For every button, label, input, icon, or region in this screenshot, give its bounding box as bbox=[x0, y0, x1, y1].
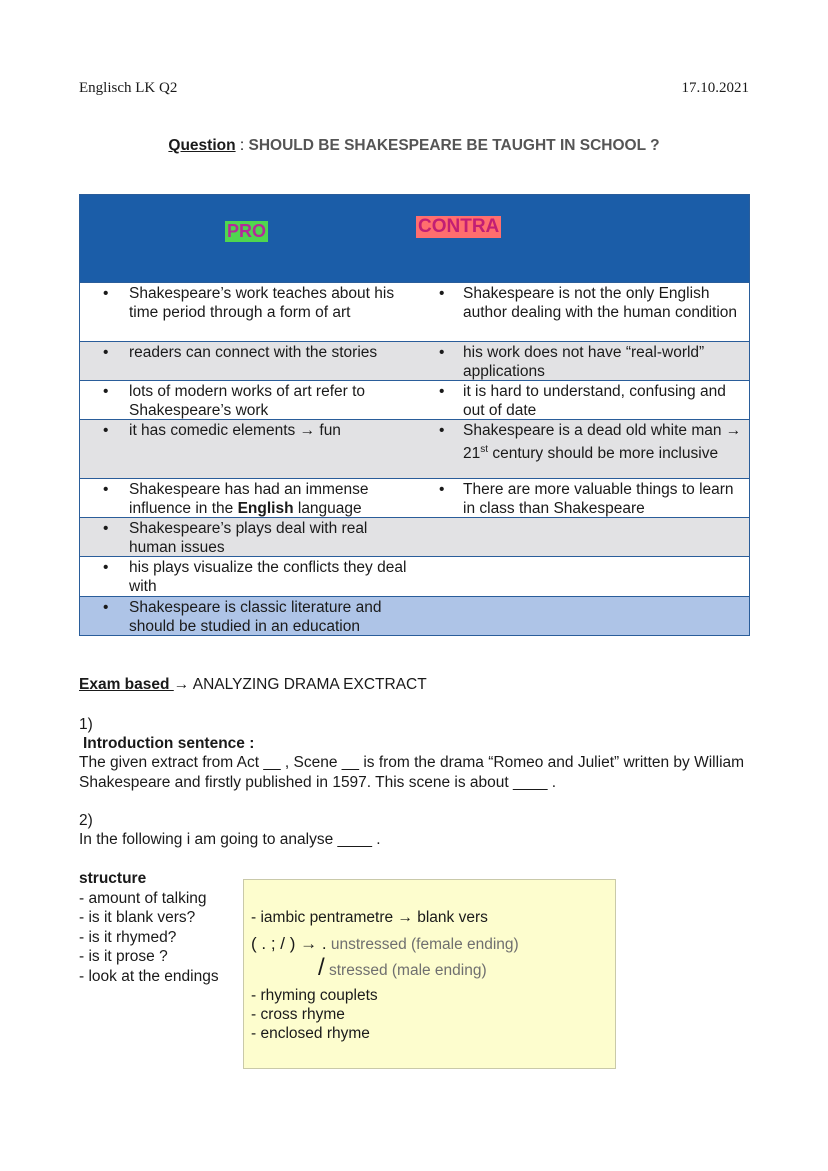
bullet: • bbox=[103, 520, 109, 537]
verse-note-box bbox=[243, 879, 616, 1069]
list-item: - is it rhymed? bbox=[79, 928, 177, 946]
question-heading bbox=[0, 137, 828, 155]
pro-cell bbox=[80, 518, 414, 556]
table-header-row bbox=[80, 195, 749, 282]
contra-text: his work does not have “real-world” applications bbox=[463, 344, 705, 380]
table-row bbox=[80, 341, 749, 380]
bullet: • bbox=[103, 481, 109, 498]
stress-slash: / bbox=[318, 954, 325, 981]
bullet: • bbox=[439, 344, 445, 361]
course-label: Englisch LK Q2 bbox=[79, 80, 178, 96]
contra-text: Shakespeare is not the only English author dealing with the human condition bbox=[463, 285, 738, 321]
exam-heading bbox=[79, 676, 427, 694]
contra-cell bbox=[414, 381, 749, 419]
pro-text: lots of modern works of art refer to Shakespeare’s work bbox=[129, 383, 366, 419]
list-item: - is it prose ? bbox=[79, 948, 168, 965]
structure-list bbox=[79, 869, 249, 986]
table-row bbox=[80, 380, 749, 419]
bullet: • bbox=[439, 383, 445, 400]
question-text: SHOULD BE SHAKESPEARE BE TAUGHT IN SCHOOL ? bbox=[248, 137, 660, 154]
pro-text-bold: English bbox=[237, 500, 294, 517]
stressed-label: stressed (male ending) bbox=[328, 962, 487, 979]
list-item: - is it blank vers? bbox=[79, 909, 196, 926]
section-number: 2) bbox=[79, 812, 93, 829]
list-item: - look at the endings bbox=[79, 967, 219, 985]
date-label: 17.10.2021 bbox=[681, 80, 749, 96]
contra-text-part: century should be more inclusive bbox=[488, 445, 719, 463]
pro-text: Shakespeare’s plays deal with real human issues bbox=[129, 520, 368, 556]
analysis-sentence: In the following i am going to analyse ____ . bbox=[79, 831, 381, 848]
pro-contra-table bbox=[79, 194, 750, 636]
contra-text: There are more valuable things to learn in class than Shakespeare bbox=[463, 481, 734, 517]
contra-cell bbox=[414, 597, 749, 635]
structure-title: structure bbox=[79, 870, 147, 887]
pro-text-part: Shakespeare has had an immense influence in the bbox=[129, 481, 369, 517]
table-row bbox=[80, 282, 749, 341]
bullet: • bbox=[439, 285, 445, 302]
pro-text: Shakespeare’s work teaches about his time period through a form of art bbox=[129, 285, 395, 321]
table-row bbox=[80, 517, 749, 556]
table-row bbox=[80, 419, 749, 478]
list-item: - amount of talking bbox=[79, 889, 207, 907]
bullet: • bbox=[103, 599, 109, 616]
contra-cell bbox=[414, 557, 749, 596]
note-line: - enclosed rhyme bbox=[251, 1025, 370, 1042]
bullet: • bbox=[103, 383, 109, 400]
table-row bbox=[80, 556, 749, 596]
exam-topic: → ANALYZING DRAMA EXCTRACT bbox=[173, 676, 427, 693]
table-row bbox=[80, 478, 749, 517]
pro-cell bbox=[80, 597, 414, 635]
pro-cell bbox=[80, 557, 414, 596]
bullet: • bbox=[439, 481, 445, 498]
contra-text bbox=[463, 421, 749, 463]
ordinal-suffix: st bbox=[480, 444, 489, 455]
contra-label: CONTRA bbox=[418, 216, 500, 237]
exam-label: Exam based bbox=[79, 676, 174, 693]
contra-cell bbox=[414, 479, 749, 517]
pro-cell bbox=[80, 479, 414, 517]
pro-text: it has comedic elements → fun bbox=[129, 422, 341, 439]
bullet: • bbox=[103, 285, 109, 302]
note-line: - rhyming couplets bbox=[251, 987, 378, 1004]
bullet: • bbox=[103, 344, 109, 361]
contra-cell bbox=[414, 518, 749, 556]
pro-cell bbox=[80, 420, 414, 478]
contra-text: it is hard to understand, confusing and out of date bbox=[463, 383, 726, 419]
pro-text-part: language bbox=[293, 500, 362, 517]
note-line: - cross rhyme bbox=[251, 1006, 345, 1023]
pro-text: readers can connect with the stories bbox=[129, 344, 378, 361]
intro-sentence: The given extract from Act __ , Scene __ is from the drama “Romeo and Juliet” written by William Shakespeare and firstly published in 1597. This scene is about ____ . bbox=[79, 754, 745, 791]
note-line bbox=[251, 934, 519, 954]
question-separator: : bbox=[235, 137, 249, 154]
section-title: Introduction sentence : bbox=[83, 735, 255, 752]
note-line: - iambic pentrametre → blank vers bbox=[251, 909, 488, 926]
pro-text bbox=[129, 480, 414, 518]
bullet: • bbox=[103, 559, 109, 576]
pro-cell bbox=[80, 283, 414, 341]
note-line bbox=[318, 954, 487, 981]
pro-text: Shakespeare is classic literature and should be studied in an education bbox=[129, 599, 382, 635]
contra-cell bbox=[414, 342, 749, 380]
bullet: • bbox=[103, 422, 109, 439]
contra-cell bbox=[414, 283, 749, 341]
unstressed-label: unstressed (female ending) bbox=[330, 936, 519, 953]
table-row bbox=[80, 596, 749, 635]
question-label: Question bbox=[168, 137, 236, 154]
section-number: 1) bbox=[79, 716, 93, 733]
contra-cell bbox=[414, 420, 749, 478]
pro-label: PRO bbox=[227, 221, 267, 241]
pro-text: his plays visualize the conflicts they deal with bbox=[129, 559, 407, 595]
meter-symbols: ( . ; / ) → . bbox=[251, 934, 327, 953]
pro-cell bbox=[80, 381, 414, 419]
bullet: • bbox=[439, 422, 445, 439]
pro-cell bbox=[80, 342, 414, 380]
contra-text-part: Shakespeare is a dead old white man → 21 bbox=[463, 422, 742, 463]
